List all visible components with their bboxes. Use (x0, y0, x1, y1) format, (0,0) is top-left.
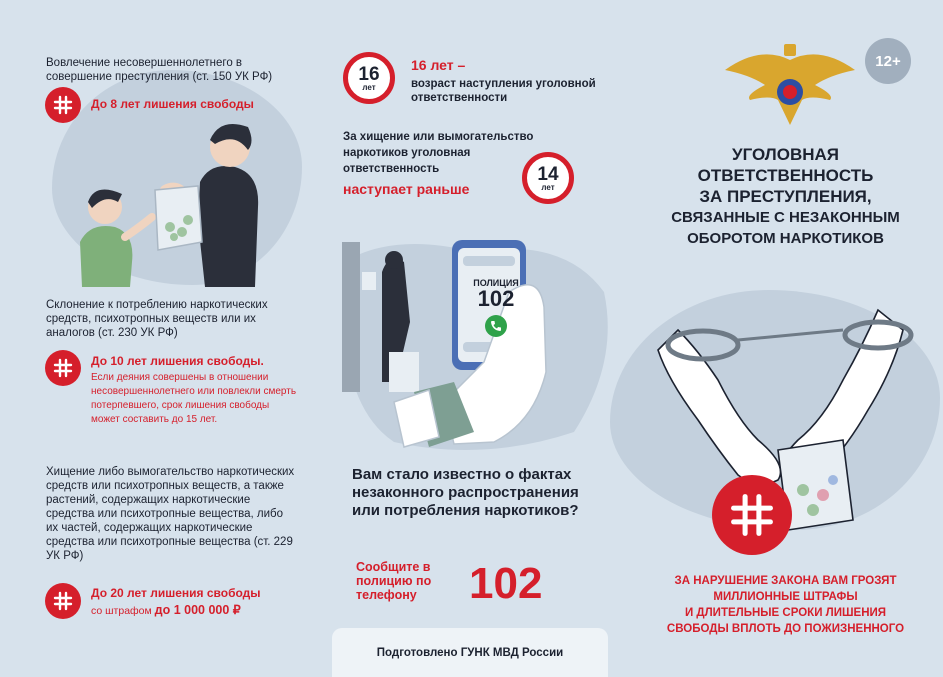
item3-text: Хищение либо вымогательство наркотических средств или психотропных веществ, а также растений, содержащих наркотические средства или психотропные вещества, либо их частей, содержащих наркотические средства или психотропные вещества (ст. 229 УК РФ) (46, 466, 295, 562)
title-line: УГОЛОВНАЯ (732, 145, 839, 164)
item3-fine (91, 603, 301, 618)
hashtag-bars-icon (45, 583, 81, 619)
age-14-emphasis: наступает раньше (343, 181, 470, 197)
title-line: СВЯЗАННЫЕ С НЕЗАКОННЫМ (671, 209, 900, 226)
title-line: ОТВЕТСТВЕННОСТЬ (697, 166, 874, 185)
left-panel (0, 0, 314, 677)
item2-text: Склонение к потреблению наркотических средств, психотропных веществ или их аналогов (ст. 230 УК РФ) (46, 299, 268, 339)
fine-prefix: со штрафом (91, 605, 152, 617)
age-16-text: возраст наступления уголовной ответственности (411, 78, 596, 104)
main-title (628, 144, 943, 249)
item3-penalty: До 20 лет лишения свободы (91, 586, 261, 600)
warning-text (628, 573, 943, 637)
footer-credit: Подготовлено ГУНК МВД России (332, 628, 608, 677)
age-16-number: 16 (358, 63, 380, 85)
age-16-unit: лет (362, 82, 376, 92)
title-line: ОБОРОТОМ НАРКОТИКОВ (687, 230, 884, 247)
warning-line: И ДЛИТЕЛЬНЫЕ СРОКИ ЛИШЕНИЯ (684, 607, 887, 619)
eagle-emblem-icon (720, 40, 860, 135)
item2-note: Если деяния совершены в отношении несовершеннолетнего или повлекли смерть потерпевшего, срок лишения свободы может составить до 15 лет. (91, 372, 297, 425)
question-text: Вам стало известно о фактах незаконного распространения или потребления наркотиков? (352, 466, 579, 519)
right-panel (628, 0, 943, 677)
age-16-headline: 16 лет – (411, 57, 466, 73)
age-14-unit: лет (541, 182, 555, 192)
age-14-circle (522, 152, 574, 204)
report-number: 102 (469, 559, 543, 608)
phone-hand-illustration (334, 232, 614, 457)
age-rating-badge: 12+ (865, 38, 911, 84)
phone-number: 102 (477, 286, 515, 311)
middle-panel (314, 0, 628, 677)
age-16-circle (343, 52, 395, 104)
warning-line: ЗА НАРУШЕНИЕ ЗАКОНА ВАМ ГРОЗЯТ (674, 575, 897, 587)
age-14-number: 14 (537, 163, 559, 185)
title-line: ЗА ПРЕСТУПЛЕНИЯ, (699, 187, 872, 206)
hashtag-bars-icon (712, 475, 792, 555)
item2-penalty: До 10 лет лишения свободы. (91, 354, 264, 368)
warning-line: СВОБОДЫ ВПЛОТЬ ДО ПОЖИЗНЕННОГО (666, 623, 905, 635)
warning-line: МИЛЛИОННЫЕ ШТРАФЫ (713, 591, 858, 603)
man-child-illustration (70, 112, 290, 287)
item1-text: Вовлечение несовершеннолетнего в совершение преступления (ст. 150 УК РФ) (46, 57, 273, 83)
hashtag-bars-icon (45, 350, 81, 386)
item1-penalty: До 8 лет лишения свободы (91, 97, 254, 111)
age-14-text: За хищение или вымогательство наркотиков уголовная ответственность (343, 131, 534, 175)
report-text: Сообщите в полицию по телефону (356, 560, 432, 602)
phone-label: ПОЛИЦИЯ (473, 278, 519, 288)
fine-amount: до 1 000 000 ₽ (154, 603, 241, 617)
call-icon (485, 315, 507, 337)
